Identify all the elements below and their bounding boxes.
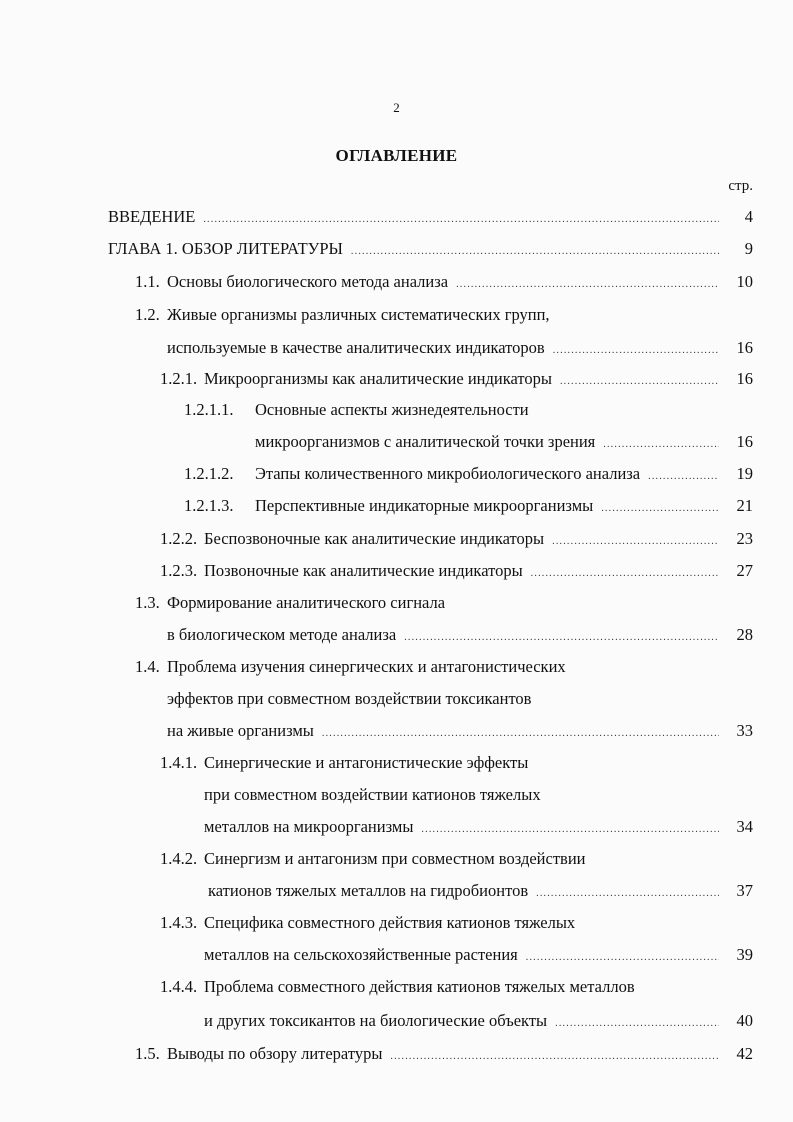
toc-entry-1-4-1-cont-1[interactable] (204, 783, 753, 807)
toc-entry-page: 39 (736, 945, 753, 964)
leader-dots (322, 722, 719, 746)
toc-entry-number: 1.2.2. (160, 529, 198, 548)
toc-entry-text: Живые организмы различных систематических групп, (167, 305, 550, 324)
toc-entry-1-4-cont-2[interactable] (167, 719, 753, 743)
toc-entry-page: 40 (736, 1011, 753, 1030)
toc-entry-text: Специфика совместного действия катионов тяжелых (204, 913, 576, 932)
toc-entry-page: 42 (736, 1044, 753, 1063)
page-number: 2 (393, 100, 400, 115)
leader-dots (648, 465, 719, 489)
toc-entry-1-4-2[interactable] (160, 847, 753, 871)
toc-entry-text: металлов на микроорганизмы (204, 817, 414, 836)
toc-entry-text: используемые в качестве аналитических индикаторов (167, 338, 545, 357)
toc-entry-number: 1.2.1.1. (184, 400, 234, 419)
toc-entry-page: 34 (736, 817, 753, 836)
toc-entry-text: эффектов при совместном воздействии токсикантов (167, 689, 532, 708)
toc-entry-page: 4 (744, 207, 753, 226)
toc-entry-page: 23 (736, 529, 753, 548)
toc-entry-1-2-1-3[interactable] (184, 494, 753, 518)
toc-entry-number: 1.1. (135, 272, 160, 291)
toc-entry-text: Выводы по обзору литературы (167, 1044, 383, 1063)
toc-entry-text: в биологическом методе анализа (167, 625, 397, 644)
leader-dots (553, 339, 719, 363)
toc-entry-page: 28 (736, 625, 753, 644)
toc-entry-text: микроорганизмов с аналитической точки зрения (255, 432, 596, 451)
toc-entry-text: на живые организмы (167, 721, 314, 740)
leader-dots (390, 1045, 719, 1069)
leader-dots (552, 530, 719, 554)
toc-entry-1-2-1-1[interactable] (184, 398, 753, 422)
toc-entry-text: и других токсикантов на биологические объекты (204, 1011, 548, 1030)
leader-dots (603, 433, 719, 457)
toc-entry-text: Этапы количественного микробиологического анализа (255, 464, 641, 483)
toc-entry-1-2-cont[interactable] (167, 336, 753, 360)
toc-entry-page: 16 (736, 432, 753, 451)
toc-entry-text: Основные аспекты жизнедеятельности (255, 400, 529, 419)
toc-entry-text: Проблема совместного действия катионов тяжелых металлов (204, 977, 635, 996)
leader-dots (404, 626, 719, 650)
toc-entry-text: Синергические и антагонистические эффекты (204, 753, 529, 772)
toc-entry-text: Проблема изучения синергических и антагонистических (167, 657, 566, 676)
leader-dots (536, 882, 719, 906)
toc-entry-1-3-cont[interactable] (167, 623, 753, 647)
toc-entry-number: 1.2.3. (160, 561, 198, 580)
toc-entry-text: Позвоночные как аналитические индикаторы (204, 561, 523, 580)
toc-entry-1-4-2-cont[interactable] (208, 879, 753, 903)
leader-dots (421, 818, 719, 842)
leader-dots (560, 370, 719, 394)
toc-entry-page: 19 (736, 464, 753, 483)
toc-entry-1-1[interactable] (135, 270, 753, 294)
toc-entry-1-4-1-cont-2[interactable] (204, 815, 753, 839)
toc-entry-page: 16 (736, 369, 753, 388)
toc-entry-page: 16 (736, 338, 753, 357)
toc-entry-text: металлов на сельскохозяйственные растения (204, 945, 518, 964)
toc-entry-1-4-3-cont[interactable] (204, 943, 753, 967)
toc-entry-number: 1.4.3. (160, 913, 198, 932)
toc-entry-page: 9 (744, 239, 753, 258)
toc-entry-number: 1.4.1. (160, 753, 198, 772)
toc-entry-text: ВВЕДЕНИЕ (108, 207, 196, 226)
toc-entry-1-4-4[interactable] (160, 975, 753, 999)
toc-entry-1-2-1-1-cont[interactable] (255, 430, 753, 454)
toc-entry-introduction[interactable] (108, 205, 753, 229)
toc-entry-page: 33 (736, 721, 753, 740)
leader-dots (531, 562, 719, 586)
toc-entry-1-2[interactable] (135, 303, 753, 327)
toc-entry-1-4-4-cont[interactable] (204, 1009, 753, 1033)
toc-entry-1-4[interactable] (135, 655, 753, 679)
toc-entry-text: катионов тяжелых металлов на гидробионтов (208, 881, 529, 900)
toc-entry-number: 1.2.1.2. (184, 464, 234, 483)
toc-entry-1-4-cont-1[interactable] (167, 687, 753, 711)
leader-dots (555, 1012, 719, 1036)
leader-dots (351, 240, 719, 264)
toc-entry-number: 1.4.2. (160, 849, 198, 868)
toc-entry-page: 10 (736, 272, 753, 291)
toc-entry-1-5[interactable] (135, 1042, 753, 1066)
leader-dots (526, 946, 719, 970)
toc-entry-number: 1.5. (135, 1044, 160, 1063)
leader-dots (203, 208, 719, 232)
toc-entry-1-2-1-2[interactable] (184, 462, 753, 486)
toc-entry-text: Формирование аналитического сигнала (167, 593, 446, 612)
page-title: ОГЛАВЛЕНИЕ (335, 146, 458, 165)
toc-entry-number: 1.2.1. (160, 369, 198, 388)
toc-entry-page: 27 (736, 561, 753, 580)
toc-entry-1-2-3[interactable] (160, 559, 753, 583)
toc-entry-chapter-1[interactable] (108, 237, 753, 261)
toc-entry-text: Основы биологического метода анализа (167, 272, 449, 291)
toc-entry-1-3[interactable] (135, 591, 753, 615)
toc-entry-text: Беспозвоночные как аналитические индикаторы (204, 529, 545, 548)
toc-entry-page: 37 (736, 881, 753, 900)
toc-entry-text: Микроорганизмы как аналитические индикаторы (204, 369, 552, 388)
leader-dots (456, 273, 719, 297)
toc-entry-text: Синергизм и антагонизм при совместном воздействии (204, 849, 586, 868)
toc-entry-number: 1.4.4. (160, 977, 198, 996)
toc-entry-text: Перспективные индикаторные микроорганизмы (255, 496, 594, 515)
pages-column-label: стр. (728, 178, 753, 194)
toc-entry-number: 1.2. (135, 305, 160, 324)
toc-entry-1-2-2[interactable] (160, 527, 753, 551)
leader-dots (601, 497, 719, 521)
toc-entry-text: при совместном воздействии катионов тяжелых (204, 785, 541, 804)
toc-entry-1-4-3[interactable] (160, 911, 753, 935)
toc-entry-1-2-1[interactable] (160, 367, 753, 391)
toc-entry-1-4-1[interactable] (160, 751, 753, 775)
toc-entry-number: 1.4. (135, 657, 160, 676)
toc-entry-page: 21 (736, 496, 753, 515)
toc-entry-number: 1.3. (135, 593, 160, 612)
toc-entry-text: ГЛАВА 1. ОБЗОР ЛИТЕРАТУРЫ (108, 239, 343, 258)
toc-entry-number: 1.2.1.3. (184, 496, 234, 515)
